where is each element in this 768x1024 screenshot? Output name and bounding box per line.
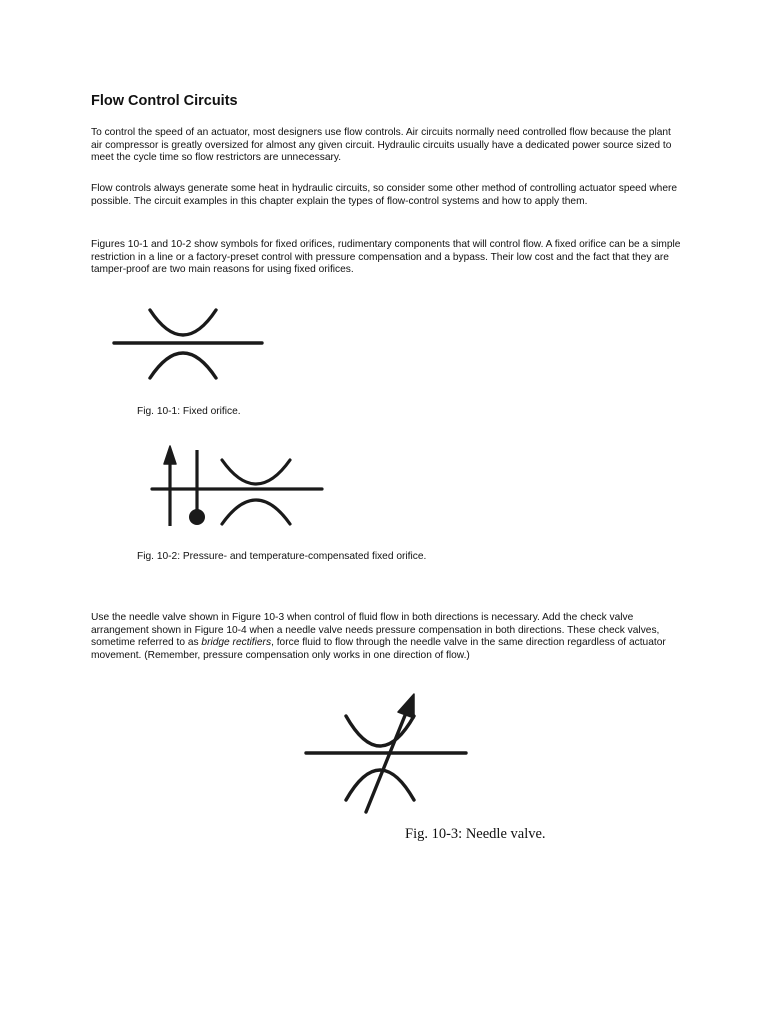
fixed-orifice-symbol <box>108 300 272 390</box>
compensated-orifice-symbol <box>148 438 328 530</box>
paragraph-intro: To control the speed of an actuator, most designers use flow controls. Air circuits normally need controlled flow because the plant air compressor is greatly oversized for almost any given circuit. Hydraulic circuits usually have a dedicated power source sized to meet the cycle time so flow restrictors are unnecessary. <box>91 127 672 164</box>
paragraph-needle-valve <box>91 612 681 662</box>
paragraph-heat: Flow controls always generate some heat in hydraulic circuits, so consider some other method of controlling actuator speed where possible. The circuit examples in this chapter explain the types of flow-control systems and how to apply them. <box>91 183 678 207</box>
compensated-orifice-figure <box>148 438 328 530</box>
paragraph-needle-valve-end: , force fluid to flow through the needle valve in the same direction regardless of actuator movement. (Remember, pressure compensation only works in one direction of flow.) <box>91 637 666 661</box>
figure-10-1-caption: Fig. 10-1: Fixed orifice. <box>137 406 241 417</box>
page-title: Flow Control Circuits <box>91 93 238 109</box>
bridge-rectifiers-term: bridge rectifiers <box>201 637 272 649</box>
paragraph-fixed-orifices: Figures 10-1 and 10-2 show symbols for fixed orifices, rudimentary components that will control flow. A fixed orifice can be a simple restriction in a line or a factory-preset control with pressure compensation and a bypass. Their low cost and the fact that they are tamper-proof are two main reasons for using fixed orifices. <box>91 239 681 276</box>
fixed-orifice-figure <box>108 300 272 390</box>
needle-valve-symbol <box>300 690 472 818</box>
figure-10-3-caption: Fig. 10-3: Needle valve. <box>405 826 546 842</box>
figure-10-2-caption: Fig. 10-2: Pressure- and temperature-compensated fixed orifice. <box>137 551 427 562</box>
paragraph-needle-valve-start: Use the needle valve shown in Figure 10-3 when control of fluid flow in both directions is necessary. Add the check valve arrangement shown in Figure 10-4 when a needle valve needs pressure compensation in both directions. These check valves, sometime referred to as <box>91 612 660 649</box>
needle-valve-figure <box>300 690 472 818</box>
